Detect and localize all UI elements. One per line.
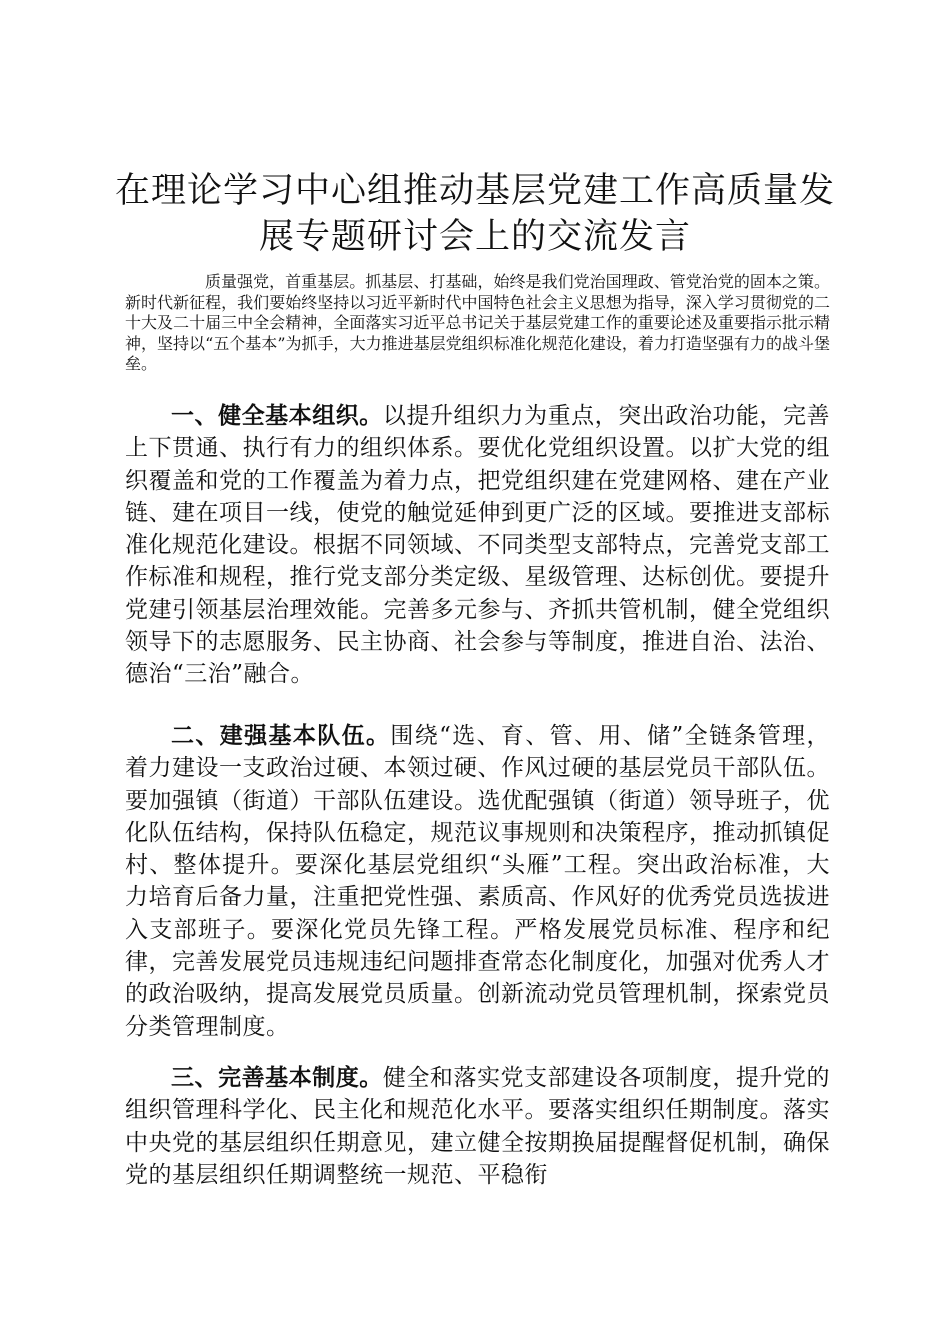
section-heading-3: 三、完善基本制度。 xyxy=(171,1064,383,1091)
section-heading-1: 一、健全基本组织。 xyxy=(171,402,383,429)
section-paragraph-3 xyxy=(125,1062,830,1191)
intro-paragraph: 质量强党，首重基层。抓基层、打基础，始终是我们党治国理政、管党治党的固本之策。新时代新征程，我们要始终坚持以习近平新时代中国特色社会主义思想为指导，深入学习贯彻党的二十大及二十届三中全会精神，全面落实习近平总书记关于基层党建工作的重要论述及重要指示批示精神，坚持以“五个基本”为抓手，大力推进基层党组织标准化规范化建设，着力打造坚强有力的战斗堡垒。 xyxy=(125,272,830,373)
section-body-2: 围绕“选、育、管、用、储”全链条管理，着力建设一支政治过硬、本领过硬、作风过硬的基层党员干部队伍。要加强镇（街道）干部队伍建设。选优配强镇（街道）领导班子，优化队伍结构，保持队伍稳定，规范议事规则和决策程序，推动抓镇促村、整体提升。要深化基层党组织“头雁”工程。突出政治标准，大力培育后备力量，注重把党性强、素质高、作风好的优秀党员选拔进入支部班子。要深化党员先锋工程。严格发展党员标准、程序和纪律，完善发展党员违规违纪问题排查常态化制度化，加强对优秀人才的政治吸纳，提高发展党员质量。创新流动党员管理机制，探索党员分类管理制度。 xyxy=(125,723,830,1040)
section-body-1: 以提升组织力为重点，突出政治功能，完善上下贯通、执行有力的组织体系。要优化党组织设置。以扩大党的组织覆盖和党的工作覆盖为着力点，把党组织建在党建网格、建在产业链、建在项目一线，使党的触觉延伸到更广泛的区域。要推进支部标准化规范化建设。根据不同领域、不同类型支部特点，完善党支部工作标准和规程，推行党支部分类定级、星级管理、达标创优。要提升党建引领基层治理效能。完善多元参与、齐抓共管机制，健全党组织领导下的志愿服务、民主协商、社会参与等制度，推进自治、法治、德治“三治”融合。 xyxy=(125,403,831,688)
section-paragraph-2 xyxy=(125,720,830,1043)
section-body-3: 健全和落实党支部建设各项制度，提升党的组织管理科学化、民主化和规范化水平。要落实组织任期制度。落实中央党的基层组织任期意见，建立健全按期换届提醒督促机制，确保党的基层组织任期调整统一规范、平稳衔 xyxy=(125,1065,831,1188)
section-heading-2: 二、建强基本队伍。 xyxy=(171,722,391,749)
section-paragraph-1 xyxy=(125,400,830,691)
document-title: 在理论学习中心组推动基层党建工作高质量发展专题研讨会上的交流发言 xyxy=(114,171,835,257)
